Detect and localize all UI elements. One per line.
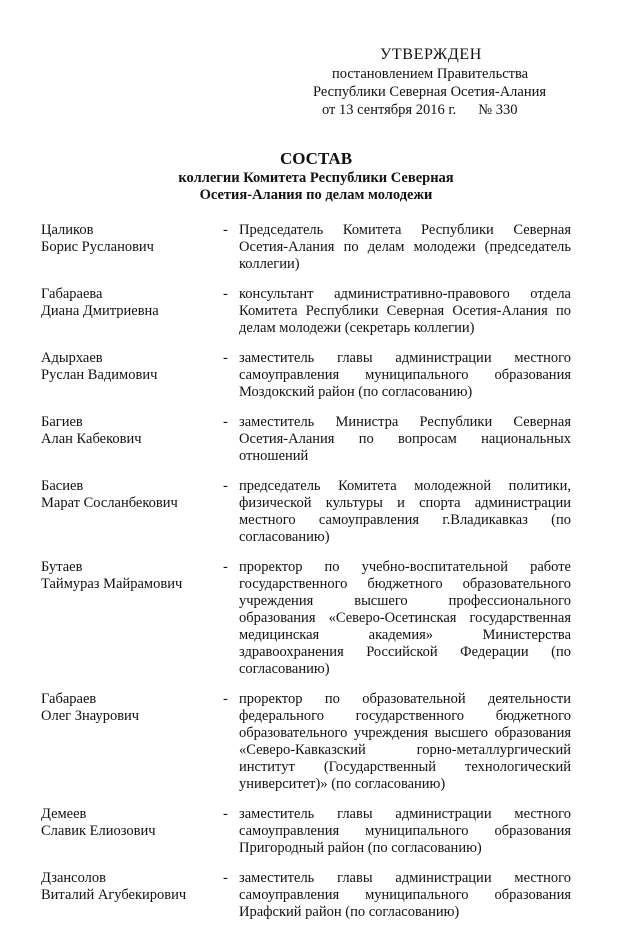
- members-list: [41, 222, 571, 934]
- member-given-name: Руслан Вадимович: [41, 367, 158, 383]
- member-dash: -: [223, 350, 228, 366]
- approval-date-line: [310, 101, 570, 119]
- member-name: [41, 559, 223, 593]
- member-given-name: Славик Елиозович: [41, 823, 156, 839]
- approval-line-1: постановлением Правительства: [332, 66, 529, 82]
- member-given-name: Марат Сосланбекович: [41, 495, 178, 511]
- approval-stamp: [310, 46, 570, 119]
- member-surname: Бутаев: [41, 559, 83, 575]
- member-entry: [41, 222, 571, 273]
- member-entry: [41, 414, 571, 465]
- member-dash: -: [223, 806, 228, 822]
- member-dash: -: [223, 414, 228, 430]
- member-surname: Адырхаев: [41, 350, 103, 366]
- member-role: заместитель главы администрации местного самоуправления муниципального образования Пригородный район (по согласованию): [239, 806, 571, 856]
- member-entry: [41, 870, 571, 921]
- member-name: [41, 286, 223, 320]
- member-surname: Багиев: [41, 414, 83, 430]
- member-entry: [41, 478, 571, 546]
- member-given-name: Диана Дмитриевна: [41, 303, 159, 319]
- member-entry: [41, 806, 571, 857]
- member-role: заместитель главы администрации местного самоуправления муниципального образования Ирафский район (по согласованию): [239, 870, 571, 920]
- member-given-name: Виталий Агубекирович: [41, 887, 187, 903]
- member-role: заместитель Министра Республики Северная Осетия-Алания по вопросам национальных отношений: [239, 414, 571, 464]
- member-surname: Габараева: [41, 286, 103, 302]
- member-dash: -: [223, 478, 228, 494]
- member-role: заместитель главы администрации местного самоуправления муниципального образования Моздокский район (по согласованию): [239, 350, 571, 400]
- member-role: Председатель Комитета Республики Северная Осетия-Алания по делам молодежи (председатель коллегии): [239, 222, 571, 272]
- member-role: председатель Комитета молодежной политики, физической культуры и спорта администрации местного самоуправления г.Владикавказ (по согласованию): [239, 478, 571, 545]
- member-entry: [41, 286, 571, 337]
- member-name: [41, 414, 223, 448]
- member-surname: Дзансолов: [41, 870, 107, 886]
- member-role: консультант административно-правового отдела Комитета Республики Северная Осетия-Алания по делам молодежи (секретарь коллегии): [239, 286, 571, 336]
- member-entry: [41, 559, 571, 678]
- member-name: [41, 806, 223, 840]
- member-dash: -: [223, 286, 228, 302]
- member-dash: -: [223, 870, 228, 886]
- approval-title: УТВЕРЖДЕН: [380, 46, 482, 63]
- document-heading: [0, 148, 640, 204]
- member-name: [41, 350, 223, 384]
- document-title: СОСТАВ: [279, 149, 353, 168]
- member-given-name: Таймураз Майрамович: [41, 576, 183, 592]
- member-dash: -: [223, 222, 228, 238]
- member-role: проректор по образовательной деятельности федерального государственного бюджетного образовательного учреждения высшего образования «Северо-Кавказский горно-металлургический институт (Государственный технологический университет)» (по согласованию): [239, 691, 571, 792]
- member-name: [41, 478, 223, 512]
- member-surname: Басиев: [41, 478, 84, 494]
- member-dash: -: [223, 691, 228, 707]
- approval-date: от 13 сентября 2016 г.: [322, 102, 457, 118]
- document-subtitle-line-2: Осетия-Алания по делам молодежи: [199, 187, 433, 203]
- member-surname: Габараев: [41, 691, 97, 707]
- member-name: [41, 691, 223, 725]
- approval-number: № 330: [478, 102, 518, 118]
- member-given-name: Борис Русланович: [41, 239, 154, 255]
- member-name: [41, 870, 223, 904]
- document-subtitle-line-1: коллегии Комитета Республики Северная: [178, 170, 454, 186]
- member-entry: [41, 691, 571, 793]
- member-name: [41, 222, 223, 256]
- member-surname: Демеев: [41, 806, 87, 822]
- member-surname: Цаликов: [41, 222, 94, 238]
- approval-line-2: Республики Северная Осетия-Алания: [313, 84, 547, 100]
- member-role: проректор по учебно-воспитательной работе государственного бюджетного образовательного учреждения высшего профессионального образования «Северо-Осетинская государственная медицинская академия» Министерства здравоохранения Российской Федерации (по согласованию): [239, 559, 571, 677]
- member-dash: -: [223, 559, 228, 575]
- member-entry: [41, 350, 571, 401]
- member-given-name: Алан Кабекович: [41, 431, 142, 447]
- member-given-name: Олег Знаурович: [41, 708, 140, 724]
